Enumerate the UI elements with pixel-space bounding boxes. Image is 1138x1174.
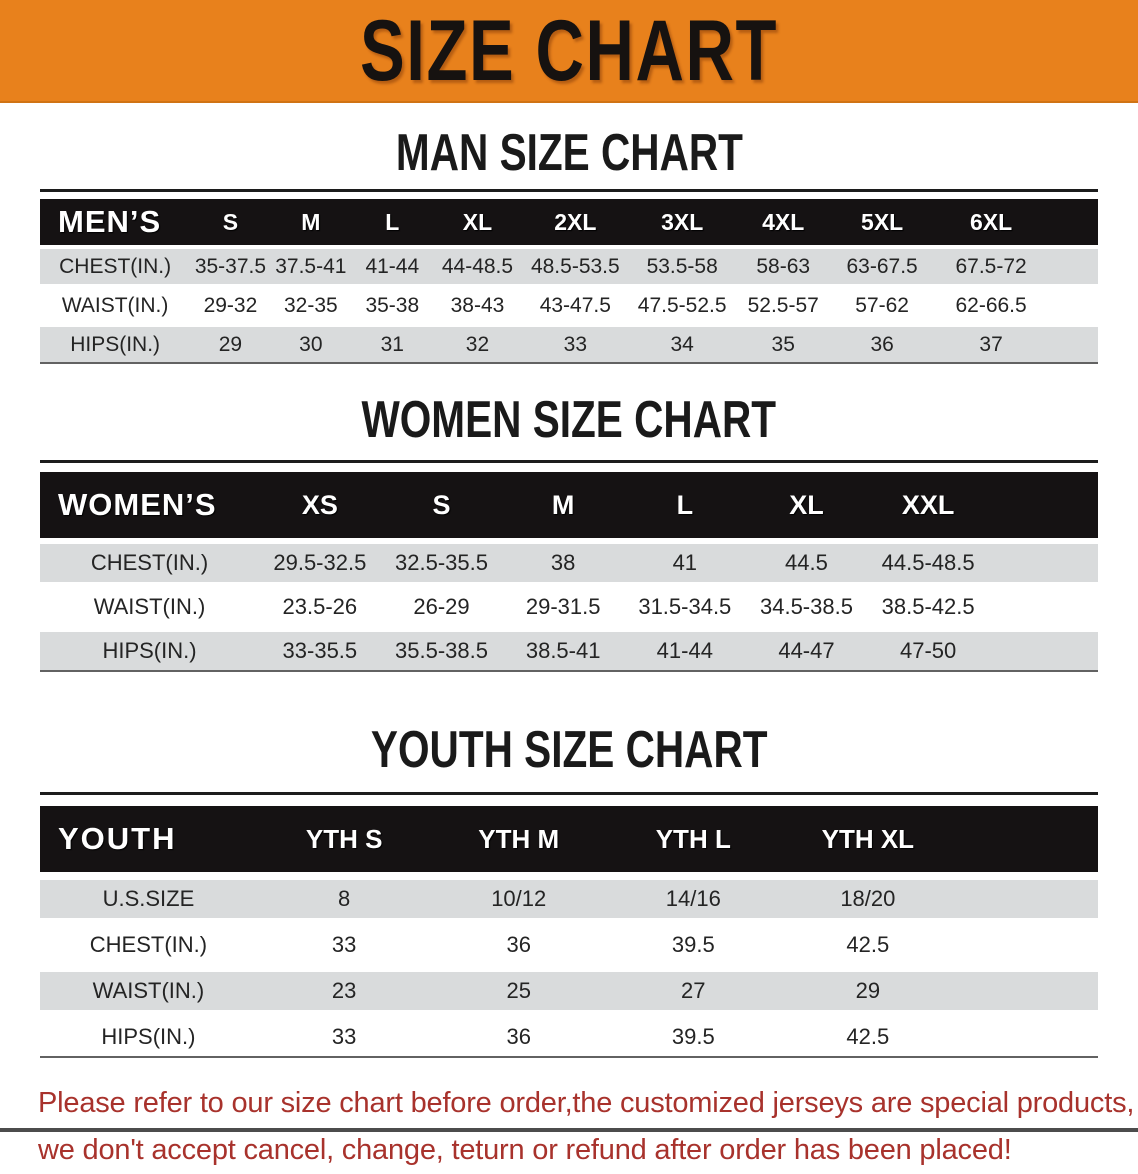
size-value-cell: 58-63 bbox=[735, 249, 831, 284]
row-filler-cell bbox=[1049, 288, 1098, 323]
size-value-cell: 42.5 bbox=[781, 1018, 956, 1056]
row-label: WAIST(IN.) bbox=[40, 588, 259, 626]
column-header: XL bbox=[434, 199, 522, 245]
size-value-cell: 29-31.5 bbox=[502, 588, 624, 626]
size-value-cell: 42.5 bbox=[781, 926, 956, 964]
size-value-cell: 57-62 bbox=[831, 288, 933, 323]
table-corner-label: YOUTH bbox=[40, 806, 257, 872]
row-filler-cell bbox=[955, 880, 1098, 918]
column-header: YTH L bbox=[606, 806, 781, 872]
table-row bbox=[40, 1018, 1098, 1056]
size-value-cell: 34 bbox=[629, 327, 735, 362]
youth-section-heading-text: YOUTH SIZE CHART bbox=[370, 721, 768, 779]
size-value-cell: 31 bbox=[351, 327, 434, 362]
table-row bbox=[40, 632, 1098, 670]
size-charts bbox=[0, 125, 1138, 1064]
women-table-wrap bbox=[40, 460, 1098, 676]
size-value-cell: 44-47 bbox=[746, 632, 868, 670]
table-row bbox=[40, 288, 1098, 323]
table-header-row bbox=[40, 806, 1098, 872]
table-header-row bbox=[40, 472, 1098, 538]
size-value-cell: 23 bbox=[257, 972, 432, 1010]
youth-section bbox=[0, 722, 1138, 1064]
row-label: CHEST(IN.) bbox=[40, 544, 259, 582]
size-value-cell: 37 bbox=[933, 327, 1049, 362]
column-header: S bbox=[381, 472, 503, 538]
column-header: M bbox=[271, 199, 351, 245]
size-value-cell: 35.5-38.5 bbox=[381, 632, 503, 670]
size-value-cell: 63-67.5 bbox=[831, 249, 933, 284]
row-label: WAIST(IN.) bbox=[40, 972, 257, 1010]
size-value-cell: 36 bbox=[831, 327, 933, 362]
size-value-cell: 33 bbox=[521, 327, 629, 362]
row-filler-cell bbox=[955, 926, 1098, 964]
size-value-cell: 44.5-48.5 bbox=[867, 544, 989, 582]
size-value-cell: 38.5-41 bbox=[502, 632, 624, 670]
size-value-cell: 35-38 bbox=[351, 288, 434, 323]
size-value-cell: 32 bbox=[434, 327, 522, 362]
size-value-cell: 53.5-58 bbox=[629, 249, 735, 284]
table-row bbox=[40, 880, 1098, 918]
size-value-cell: 67.5-72 bbox=[933, 249, 1049, 284]
column-header: M bbox=[502, 472, 624, 538]
table-row bbox=[40, 972, 1098, 1010]
column-header: 6XL bbox=[933, 199, 1049, 245]
banner bbox=[0, 0, 1138, 103]
page-title-text: SIZE CHART bbox=[359, 2, 779, 99]
size-value-cell: 29 bbox=[190, 327, 270, 362]
column-header: 4XL bbox=[735, 199, 831, 245]
men-table-wrap bbox=[40, 189, 1098, 366]
table-row bbox=[40, 249, 1098, 284]
size-value-cell: 31.5-34.5 bbox=[624, 588, 746, 626]
row-filler-cell bbox=[1049, 327, 1098, 362]
row-label: U.S.SIZE bbox=[40, 880, 257, 918]
women-section bbox=[0, 392, 1138, 676]
header-filler-cell bbox=[955, 806, 1098, 872]
size-value-cell: 10/12 bbox=[431, 880, 606, 918]
size-value-cell: 33 bbox=[257, 1018, 432, 1056]
size-value-cell: 34.5-38.5 bbox=[746, 588, 868, 626]
size-value-cell: 29.5-32.5 bbox=[259, 544, 381, 582]
size-value-cell: 38.5-42.5 bbox=[867, 588, 989, 626]
size-value-cell: 8 bbox=[257, 880, 432, 918]
disclaimer-note bbox=[38, 1080, 1138, 1174]
size-value-cell: 27 bbox=[606, 972, 781, 1010]
size-value-cell: 33 bbox=[257, 926, 432, 964]
row-filler-cell bbox=[955, 1018, 1098, 1056]
size-value-cell: 36 bbox=[431, 1018, 606, 1056]
bottom-divider bbox=[0, 1128, 1138, 1132]
column-header: YTH S bbox=[257, 806, 432, 872]
column-header: L bbox=[624, 472, 746, 538]
size-value-cell: 47-50 bbox=[867, 632, 989, 670]
table-corner-label: WOMEN’S bbox=[40, 472, 259, 538]
row-label: WAIST(IN.) bbox=[40, 288, 190, 323]
column-header: YTH M bbox=[431, 806, 606, 872]
size-value-cell: 44.5 bbox=[746, 544, 868, 582]
table-row bbox=[40, 544, 1098, 582]
column-header: XS bbox=[259, 472, 381, 538]
men-section-heading-text: MAN SIZE CHART bbox=[395, 124, 743, 182]
size-value-cell: 32.5-35.5 bbox=[381, 544, 503, 582]
size-value-cell: 48.5-53.5 bbox=[521, 249, 629, 284]
size-value-cell: 18/20 bbox=[781, 880, 956, 918]
table-row bbox=[40, 327, 1098, 362]
size-value-cell: 44-48.5 bbox=[434, 249, 522, 284]
column-header: YTH XL bbox=[781, 806, 956, 872]
size-value-cell: 41-44 bbox=[351, 249, 434, 284]
header-filler-cell bbox=[1049, 199, 1098, 245]
women-section-heading-text: WOMEN SIZE CHART bbox=[361, 391, 777, 449]
header-filler-cell bbox=[989, 472, 1098, 538]
size-value-cell: 14/16 bbox=[606, 880, 781, 918]
women-size-table bbox=[40, 466, 1098, 676]
size-value-cell: 30 bbox=[271, 327, 351, 362]
row-label: HIPS(IN.) bbox=[40, 327, 190, 362]
disclaimer-line-2: we don't accept cancel, change, teturn or refund after order has been placed! bbox=[38, 1134, 1012, 1166]
size-value-cell: 39.5 bbox=[606, 926, 781, 964]
table-header-row bbox=[40, 199, 1098, 245]
size-value-cell: 38-43 bbox=[434, 288, 522, 323]
size-value-cell: 41 bbox=[624, 544, 746, 582]
size-value-cell: 62-66.5 bbox=[933, 288, 1049, 323]
size-value-cell: 35-37.5 bbox=[190, 249, 270, 284]
size-value-cell: 23.5-26 bbox=[259, 588, 381, 626]
row-filler-cell bbox=[989, 632, 1098, 670]
size-value-cell: 25 bbox=[431, 972, 606, 1010]
size-value-cell: 37.5-41 bbox=[271, 249, 351, 284]
disclaimer-line-1: Please refer to our size chart before order,the customized jerseys are special products, bbox=[38, 1087, 1135, 1119]
women-section-heading bbox=[0, 392, 1138, 448]
page-title bbox=[301, 2, 837, 99]
youth-table-wrap bbox=[40, 792, 1098, 1064]
size-value-cell: 43-47.5 bbox=[521, 288, 629, 323]
row-filler-cell bbox=[989, 588, 1098, 626]
men-size-table bbox=[40, 195, 1098, 366]
column-header: 3XL bbox=[629, 199, 735, 245]
size-value-cell: 33-35.5 bbox=[259, 632, 381, 670]
row-label: HIPS(IN.) bbox=[40, 632, 259, 670]
size-value-cell: 29 bbox=[781, 972, 956, 1010]
youth-size-table bbox=[40, 798, 1098, 1064]
size-value-cell: 29-32 bbox=[190, 288, 270, 323]
table-row bbox=[40, 926, 1098, 964]
men-section bbox=[0, 125, 1138, 366]
size-value-cell: 32-35 bbox=[271, 288, 351, 323]
men-section-heading bbox=[0, 125, 1138, 181]
size-value-cell: 41-44 bbox=[624, 632, 746, 670]
size-value-cell: 26-29 bbox=[381, 588, 503, 626]
column-header: XL bbox=[746, 472, 868, 538]
size-value-cell: 52.5-57 bbox=[735, 288, 831, 323]
table-corner-label: MEN’S bbox=[40, 199, 190, 245]
row-label: CHEST(IN.) bbox=[40, 926, 257, 964]
table-row bbox=[40, 588, 1098, 626]
column-header: S bbox=[190, 199, 270, 245]
row-filler-cell bbox=[989, 544, 1098, 582]
size-value-cell: 39.5 bbox=[606, 1018, 781, 1056]
column-header: 2XL bbox=[521, 199, 629, 245]
youth-section-heading bbox=[0, 722, 1138, 778]
size-value-cell: 38 bbox=[502, 544, 624, 582]
row-label: HIPS(IN.) bbox=[40, 1018, 257, 1056]
size-value-cell: 35 bbox=[735, 327, 831, 362]
row-filler-cell bbox=[955, 972, 1098, 1010]
column-header: 5XL bbox=[831, 199, 933, 245]
row-filler-cell bbox=[1049, 249, 1098, 284]
size-value-cell: 47.5-52.5 bbox=[629, 288, 735, 323]
row-label: CHEST(IN.) bbox=[40, 249, 190, 284]
column-header: L bbox=[351, 199, 434, 245]
column-header: XXL bbox=[867, 472, 989, 538]
size-value-cell: 36 bbox=[431, 926, 606, 964]
